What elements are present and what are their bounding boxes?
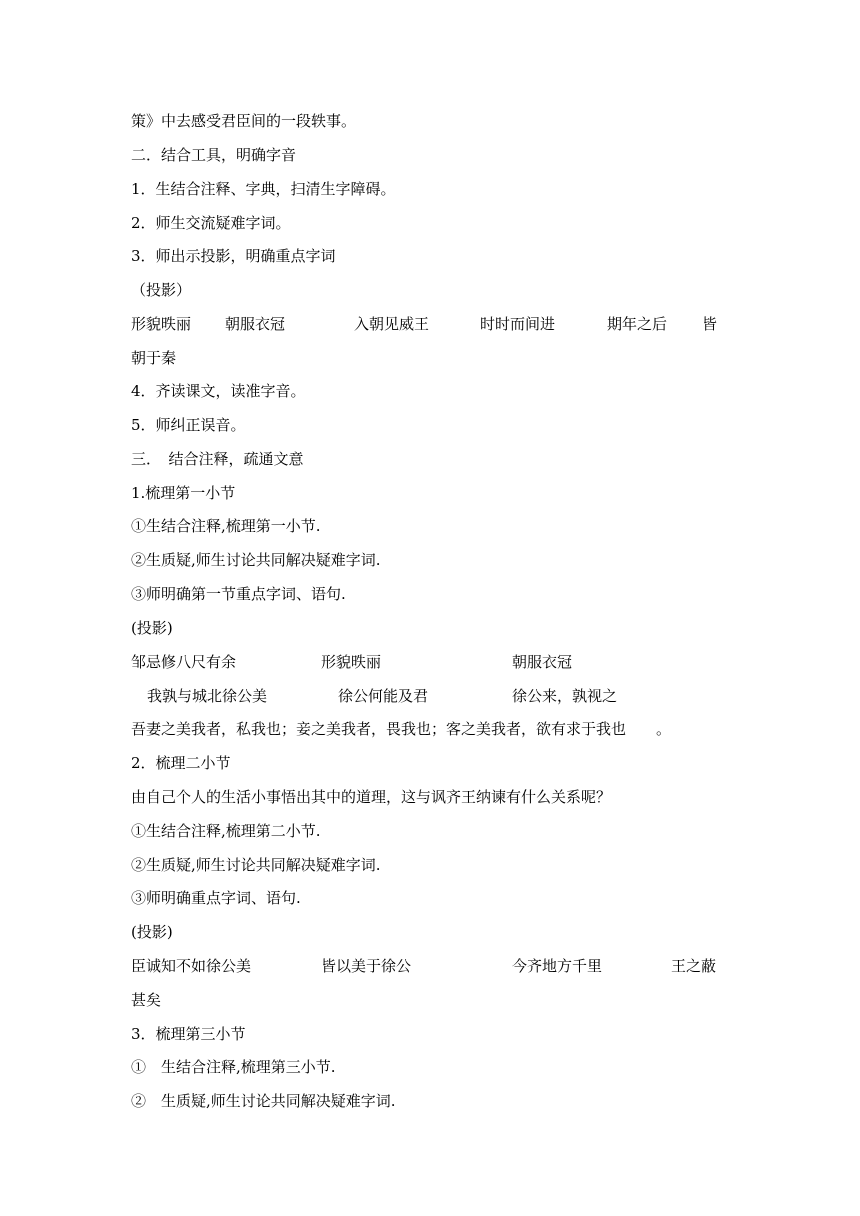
projection-term: 徐公来，孰视之 bbox=[512, 687, 618, 705]
text-line: ②生质疑,师生讨论共同解决疑难字词. bbox=[131, 856, 381, 874]
text-line: 甚矣 bbox=[131, 991, 162, 1009]
text-line: ② 生质疑,师生讨论共同解决疑难字词. bbox=[131, 1092, 396, 1110]
projection-term: 邹忌修八尺有余 bbox=[131, 653, 237, 671]
projection-term: 皆以美于徐公 bbox=[321, 957, 412, 975]
projection-term: 今齐地方千里 bbox=[512, 957, 603, 975]
text-line: ①生结合注释,梳理第一小节. bbox=[131, 517, 321, 535]
text-line: (投影) bbox=[131, 923, 173, 941]
text-line: 吾妻之美我者，私我也；妾之美我者，畏我也；客之美我者，欲有求于我也 。 bbox=[131, 720, 672, 738]
section-heading: 二．结合工具，明确字音 bbox=[131, 146, 297, 164]
text-line: 3．梳理第三小节 bbox=[131, 1025, 246, 1043]
projection-term: 朝服衣冠 bbox=[225, 315, 286, 333]
text-line: ②生质疑,师生讨论共同解决疑难字词. bbox=[131, 551, 381, 569]
text-line: ①生结合注释,梳理第二小节. bbox=[131, 822, 321, 840]
text-line: 1.梳理第一小节 bbox=[131, 484, 236, 502]
projection-term: 形貌昳丽 bbox=[321, 653, 382, 671]
projection-term: 形貌昳丽 bbox=[131, 315, 192, 333]
text-line: ③师明确第一节重点字词、语句. bbox=[131, 585, 346, 603]
text-line: 5．师纠正误音。 bbox=[131, 416, 246, 434]
projection-term: 皆 bbox=[702, 315, 718, 333]
projection-term: 王之蔽 bbox=[671, 957, 717, 975]
projection-term: 入朝见威王 bbox=[354, 315, 430, 333]
projection-term: 时时而间进 bbox=[480, 315, 556, 333]
text-line: (投影) bbox=[131, 619, 173, 637]
text-line: 2．梳理二小节 bbox=[131, 754, 231, 772]
text-line: 3．师出示投影，明确重点字词 bbox=[131, 247, 336, 265]
text-line: 朝于秦 bbox=[131, 349, 177, 367]
projection-term: 臣诚知不如徐公美 bbox=[131, 957, 252, 975]
section-heading: 三． 结合注释，疏通文意 bbox=[131, 450, 304, 468]
projection-term: 朝服衣冠 bbox=[512, 653, 573, 671]
projection-term: 期年之后 bbox=[607, 315, 668, 333]
text-line: ① 生结合注释,梳理第三小节. bbox=[131, 1058, 336, 1076]
text-line: 由自己个人的生活小事悟出其中的道理，这与讽齐王纳谏有什么关系呢？ bbox=[131, 788, 612, 806]
text-line: 4．齐读课文，读准字音。 bbox=[131, 382, 306, 400]
projection-term: 徐公何能及君 bbox=[338, 687, 429, 705]
text-line: ③师明确重点字词、语句. bbox=[131, 889, 301, 907]
text-line: 2．师生交流疑难字词。 bbox=[131, 214, 291, 232]
text-line: 策》中去感受君臣间的一段轶事。 bbox=[131, 112, 357, 130]
text-line: 1．生结合注释、字典，扫清生字障碍。 bbox=[131, 180, 396, 198]
projection-term: 我孰与城北徐公美 bbox=[147, 687, 268, 705]
text-line: （投影） bbox=[131, 281, 192, 299]
